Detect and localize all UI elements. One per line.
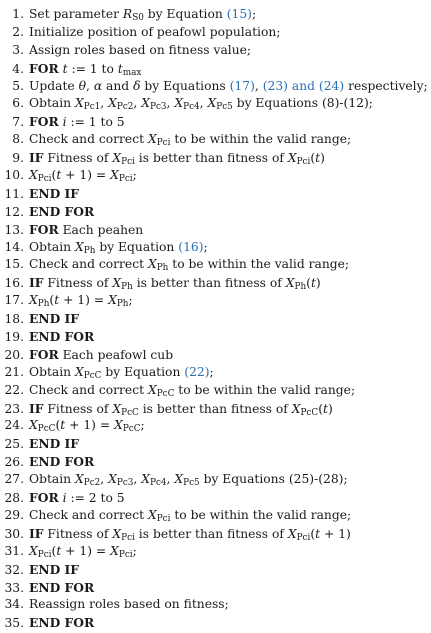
- line-text: END IF: [29, 185, 80, 201]
- line-text: FOR i := 2 to 5: [29, 490, 125, 506]
- line-text: IF Fitness of $X_{Pci}$ is better than fitness of $X_{Pci}(t)$: [29, 150, 325, 168]
- algorithm-line: [0, 453, 431, 471]
- algorithm-line: [0, 579, 431, 597]
- algorithm-line: [0, 24, 431, 42]
- algorithm-line: [0, 346, 431, 364]
- line-number: 29.: [4, 507, 24, 522]
- line-number: 22.: [4, 382, 24, 397]
- line-text: END FOR: [29, 615, 95, 631]
- line-number: 18.: [4, 312, 24, 327]
- line-number: 32.: [4, 562, 24, 577]
- algorithm-line: [0, 185, 431, 203]
- line-number: 33.: [4, 580, 24, 595]
- line-number: 11.: [4, 186, 24, 201]
- algorithm-line: [0, 471, 431, 489]
- line-text: Obtain $X_{Ph}$ by Equation (16);: [29, 239, 208, 256]
- algorithm-line: [0, 131, 431, 149]
- line-number: 14.: [4, 239, 24, 254]
- line-number: 3.: [12, 42, 24, 57]
- line-text: Initialize position of peafowl population;: [29, 24, 281, 39]
- line-number: 31.: [4, 543, 24, 558]
- line-text: IF Fitness of $X_{Ph}$ is better than fitness of $X_{Ph}(t)$: [29, 275, 321, 293]
- algorithm-line: [0, 382, 431, 400]
- algorithm-line: [0, 400, 431, 418]
- line-text: Obtain $X_{PcC}$ by Equation (22);: [29, 364, 214, 382]
- line-text: Check and correct $X_{Pci}$ to be within the valid range;: [29, 132, 352, 149]
- algorithm-line: [0, 310, 431, 328]
- line-number: 34.: [4, 597, 24, 612]
- line-number: 19.: [4, 330, 24, 345]
- algorithm-line: [0, 60, 431, 78]
- line-text: $X_{PcC}(t + 1) = X_{PcC}$;: [29, 418, 145, 435]
- algorithm-line: [0, 6, 431, 24]
- line-number: 6.: [12, 96, 24, 111]
- algorithm-line: [0, 292, 431, 310]
- algorithm-line: [0, 489, 431, 507]
- algorithm-line: [0, 364, 431, 382]
- line-number: 24.: [4, 418, 24, 433]
- line-number: 20.: [4, 347, 24, 362]
- algorithm-line: [0, 149, 431, 167]
- algorithm-line: [0, 78, 431, 96]
- algorithm-line: [0, 417, 431, 435]
- line-text: END FOR: [29, 579, 95, 595]
- line-text: IF Fitness of $X_{PcC}$ is better than fitness of $X_{PcC}(t)$: [29, 400, 333, 418]
- line-number: 28.: [4, 491, 24, 506]
- algorithm-line: [0, 113, 431, 131]
- algorithm-line: [0, 221, 431, 239]
- algorithm-line: [0, 167, 431, 185]
- line-number: 17.: [4, 293, 24, 308]
- line-text: END FOR: [29, 454, 95, 470]
- line-text: END IF: [29, 311, 80, 327]
- line-text: Check and correct $X_{Pci}$ to be within the valid range;: [29, 507, 352, 525]
- line-number: 16.: [4, 276, 24, 291]
- line-text: FOR t := 1 to $t_{max}$: [29, 60, 142, 78]
- line-text: END IF: [29, 561, 80, 577]
- algorithm-line: [0, 256, 431, 274]
- line-text: $X_{Pci}(t + 1) = X_{Pci}$;: [29, 543, 137, 560]
- algorithm-line: [0, 274, 431, 292]
- line-number: 23.: [4, 401, 24, 416]
- line-text: END FOR: [29, 203, 95, 219]
- line-text: Obtain $X_{Pc1}$, $X_{Pc2}$, $X_{Pc3}$, $X_{Pc4}$, $X_{Pc5}$ by Equations (8)-(12);: [29, 96, 373, 113]
- line-text: Assign roles based on fitness value;: [29, 42, 252, 57]
- line-number: 21.: [4, 364, 24, 379]
- line-text: $X_{Ph}(t + 1) = X_{Ph}$;: [29, 293, 133, 310]
- line-number: 25.: [4, 437, 24, 452]
- algorithm-line: [0, 543, 431, 561]
- algorithm-line: [0, 435, 431, 453]
- algorithm-line: [0, 95, 431, 113]
- line-text: FOR i := 1 to 5: [29, 114, 125, 130]
- line-number: 30.: [4, 526, 24, 541]
- line-number: 26.: [4, 455, 24, 470]
- line-number: 1.: [12, 7, 24, 21]
- line-text: $X_{Pci}(t + 1) = X_{Pci}$;: [29, 168, 137, 185]
- algorithm-line: [0, 507, 431, 525]
- line-text: IF Fitness of $X_{Pci}$ is better than fitness of $X_{Pci}(t + 1)$: [29, 525, 351, 544]
- line-text: END FOR: [29, 329, 95, 345]
- line-text: Reassign roles based on fitness;: [29, 597, 229, 612]
- line-number: 8.: [12, 132, 24, 147]
- line-number: 7.: [12, 115, 24, 130]
- line-number: 10.: [4, 168, 24, 183]
- line-text: FOR Each peahen: [29, 221, 144, 237]
- algorithm-line: [0, 42, 431, 60]
- line-text: FOR Each peafowl cub: [29, 346, 174, 362]
- algorithm-line: [0, 596, 431, 614]
- algorithm-line: [0, 203, 431, 221]
- line-number: 15.: [4, 257, 24, 272]
- line-number: 2.: [12, 24, 24, 39]
- algorithm-listing: [0, 6, 431, 632]
- line-number: 5.: [12, 78, 24, 93]
- line-number: 4.: [12, 61, 24, 76]
- line-number: 13.: [4, 222, 24, 237]
- algorithm-line: [0, 525, 431, 543]
- line-text: Obtain $X_{Pc2}$, $X_{Pc3}$, $X_{Pc4}$, $X_{Pc5}$ by Equations (25)-(28);: [29, 472, 348, 489]
- line-text: Check and correct $X_{Ph}$ to be within the valid range;: [29, 257, 350, 274]
- algorithm-line: [0, 561, 431, 579]
- line-text: Set parameter $R_{S0}$ by Equation (15);: [29, 7, 257, 24]
- line-number: 9.: [12, 151, 24, 166]
- line-number: 12.: [4, 204, 24, 219]
- line-number: 35.: [4, 616, 24, 631]
- algorithm-line: [0, 328, 431, 346]
- line-number: 27.: [4, 472, 24, 487]
- algorithm-line: [0, 614, 431, 632]
- algorithm-line: [0, 239, 431, 257]
- line-text: Update θ, α and δ by Equations (17), (23) and (24) respectively;: [29, 78, 428, 93]
- line-text: END IF: [29, 436, 80, 452]
- line-text: Check and correct $X_{PcC}$ to be within the valid range;: [29, 382, 356, 399]
